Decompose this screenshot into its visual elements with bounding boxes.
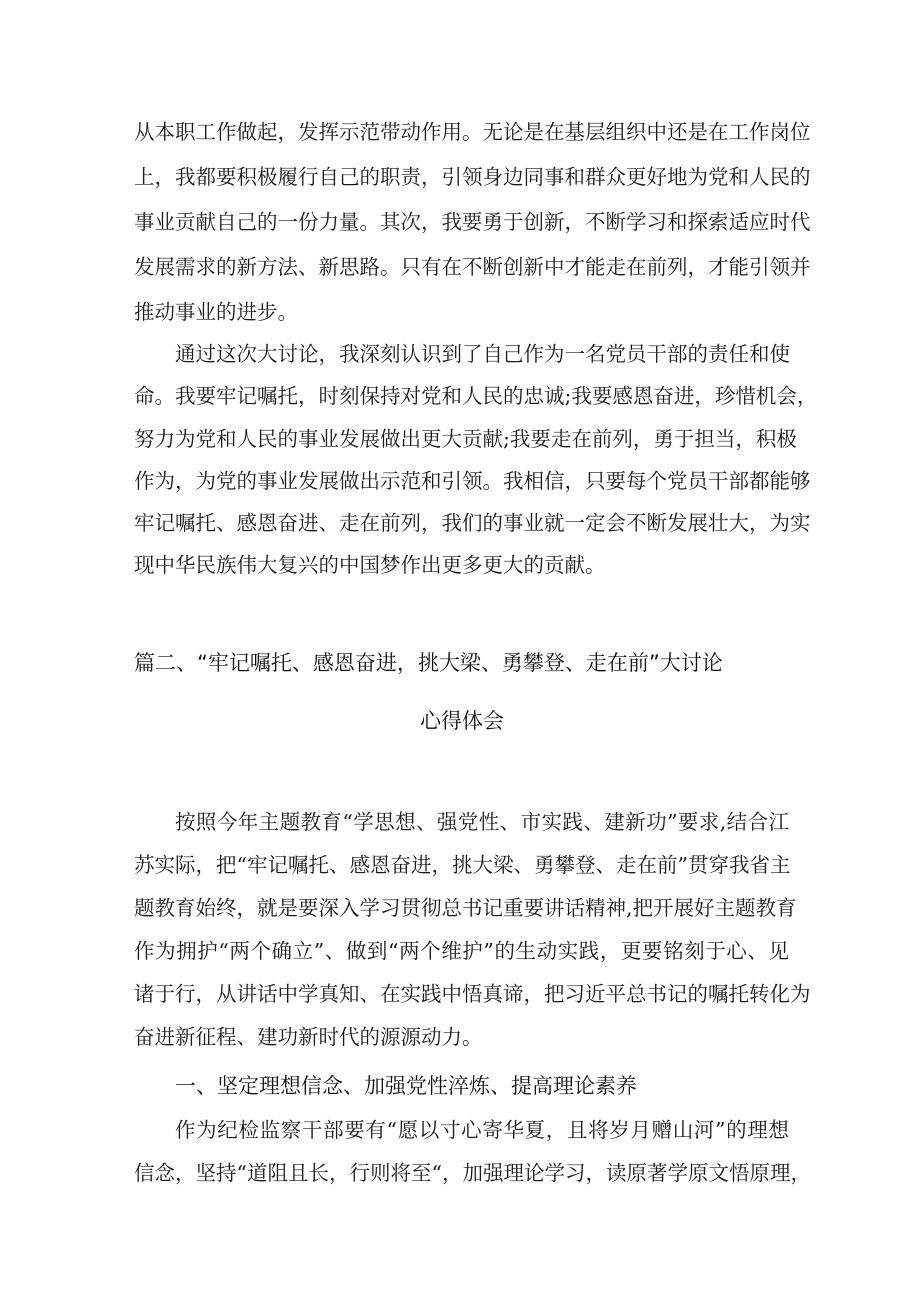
paragraph-line: 作为，为党的事业发展做出示范和引领。我相信，只要每个党员干部都能够: [134, 469, 811, 493]
paragraph-line: 牢记嘱托、感恩奋进、走在前列，我们的事业就一定会不断发展壮大，为实: [134, 511, 811, 535]
paragraph-line: 努力为党和人民的事业发展做出更大贡献;我要走在前列，勇于担当，积极: [134, 427, 797, 451]
paragraph-line: 上，我都要积极履行自己的职责，引领身边同事和群众更好地为党和人民的: [134, 165, 811, 189]
paragraph-line: 题教育始终，就是要深入学习贯彻总书记重要讲话精神,把开展好主题教育: [134, 896, 797, 920]
paragraph-line: 苏实际，把“牢记嘱托、感恩奋进，挑大梁、勇攀登、走在前”贯穿我省主: [134, 853, 791, 877]
paragraph-line: 推动事业的进步。: [134, 300, 298, 324]
paragraph-line: 事业贡献自己的一份力量。其次，我要勇于创新，不断学习和探索适应时代: [134, 210, 811, 234]
subheading: 一、坚定理想信念、加强党性淬炼、提高理论素养: [175, 1074, 637, 1098]
paragraph-line: 信念，坚持“道阻且长，行则将至“，加强理论学习，读原著学原文悟原理，: [134, 1161, 811, 1185]
section-title: 篇二、“牢记嘱托、感恩奋进，挑大梁、勇攀登、走在前”大讨论: [134, 651, 723, 675]
section-title-continuation: 心得体会: [420, 709, 504, 733]
paragraph-line: 命。我要牢记嘱托，时刻保持对党和人民的忠诚;我要感恩奋进，珍惜机会，: [134, 384, 818, 408]
paragraph-line: 发展需求的新方法、新思路。只有在不断创新中才能走在前列，才能引领并: [134, 255, 811, 279]
paragraph-line: 奋进新征程、建功新时代的源源动力。: [134, 1025, 483, 1049]
paragraph-line: 从本职工作做起，发挥示范带动作用。无论是在基层组织中还是在工作岗位: [134, 120, 811, 144]
paragraph-line: 通过这次大讨论，我深刻认识到了自己作为一名党员干部的责任和使: [175, 342, 790, 366]
paragraph-line: 按照今年主题教育“学思想、强党性、市实践、建新功”要求,结合江: [175, 810, 789, 834]
paragraph-line: 诸于行，从讲话中学真知、在实践中悟真谛，把习近平总书记的嘱托转化为: [134, 982, 811, 1006]
paragraph-line: 现中华民族伟大复兴的中国梦作出更多更大的贡献。: [134, 553, 606, 577]
paragraph-line: 作为纪检监察干部要有“愿以寸心寄华夏，且将岁月赠山河”的理想: [175, 1118, 789, 1142]
paragraph-line: 作为拥护“两个确立”、做到“两个维护”的生动实践，更要铭刻于心、见: [134, 939, 789, 963]
